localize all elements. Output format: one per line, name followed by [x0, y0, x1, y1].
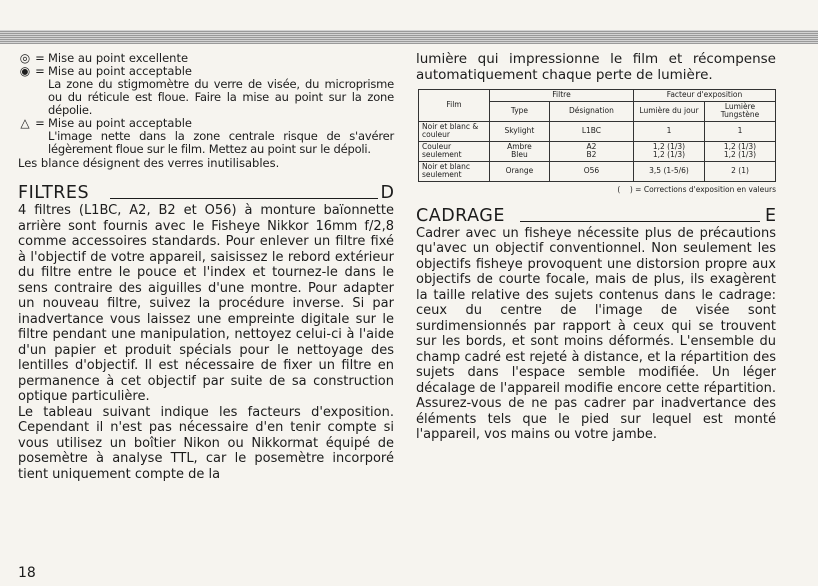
legend-acceptable-1: ◉ = Mise au point acceptable	[19, 64, 193, 78]
exposure-table	[418, 89, 776, 182]
table-note: ( ) = Corrections d'exposition en valeurs	[617, 184, 776, 194]
section-letter: E	[764, 205, 776, 226]
filtres-title: FILTRES	[18, 183, 90, 203]
header-lumiere-jour: Lumière du jour	[634, 101, 705, 121]
cadrage-body	[416, 226, 776, 443]
double-circle-icon: ◎	[19, 51, 31, 65]
header-filtre: Filtre	[490, 90, 634, 102]
legend-acceptable-2: △ = Mise au point acceptable	[18, 117, 394, 130]
filtres-paragraph-1: 4 filtres (L1BC, A2, B2 et O56) à monture baïonnette arrière sont fournis avec le Fisheye Nikkor 16mm f/2,8 comme accessoires standards. Pour enlever un filtre fixé à l'objectif de votre appareil, saisissez le rebord extérieur du filtre entre le pouce et l'index et tournez-le dans le sens contraire des aiguilles d'une montre. Pour adapter un nouveau filtre, suivez la procédure inverse. Si par inadvertance vous laissez une empreinte digitale sur le filtre pendant une manipulation, nettoyez celui-ci à l'aide d'un papier et produit spécials pour le nettoyage des lentilles d'objectif. Il est nécessaire de fixer un filtre en permanence à cet objectif par suite de sa construction optique particulière.	[18, 203, 394, 404]
header-designation: Désignation	[549, 101, 633, 121]
filtres-body	[18, 203, 394, 482]
filled-circle-icon: ◉	[19, 64, 31, 78]
top-band	[0, 30, 818, 44]
left-column	[18, 52, 394, 482]
header-film: Film	[419, 90, 490, 122]
section-letter: D	[380, 183, 394, 203]
filtres-heading	[18, 183, 394, 203]
triangle-icon: △	[20, 116, 30, 130]
header-type: Type	[490, 101, 550, 121]
cadrage-heading	[416, 206, 776, 226]
table-row: Couleur seulement Ambre Bleu A2 B2 1,2 (1/3) 1,2 (1/3) 1,2 (1/3) 1,2 (1/3)	[419, 141, 776, 161]
right-column	[416, 52, 776, 443]
heading-rule	[520, 221, 760, 222]
header-facteur: Facteur d'exposition	[634, 90, 776, 102]
legend-excellent: ◎ = Mise au point excellente	[19, 51, 189, 65]
heading-rule	[110, 198, 378, 199]
cadrage-paragraph: Cadrer avec un fisheye nécessite plus de précautions qu'avec un objectif conventionnel. Non seulement les objectifs fisheye provoquent une distorsion propre aux objectifs de courte focale, mais de plus, ils exagèrent la taille relative des sujets contenus dans le cadrage: ceux du centre de l'image de visée sont surdimensionnés par rapport à ceux qui se trouvent sur les bords, et sont moins déformés. L'ensemble du champ cadré est rejeté à distance, et la répartition des sujets dans l'espace semble modifiée. Un léger décalage de l'appareil modifie encore cette répartition. Assurez-vous de ne pas cadrer par inadvertance des éléments tels que le pied sur lequel est monté l'appareil, vos mains ou votre jambe.	[416, 225, 776, 442]
page-number: 18	[18, 565, 36, 581]
cadrage-title: CADRAGE	[416, 205, 505, 226]
table-row: Noir et blanc & couleur Skylight L1BC 1 1	[419, 121, 776, 141]
filtres-continued: lumière qui impressionne le film et récompense automatiquement chaque perte de lumière.	[416, 51, 776, 83]
filtres-paragraph-2: Le tableau suivant indique les facteurs d'exposition. Cependant il n'est pas nécessaire d'en tenir compte si vous utilisez un boîtier Nikon ou Nikkormat équipé de posemètre à analyse TTL, car le posemètre incorporé tient uniquement compte de la	[18, 404, 394, 482]
legend-acceptable-1-desc: La zone du stigmomètre du verre de visée, du microprisme ou du réticule est floue. Faire la mise au point sur la zone dépolie.	[48, 77, 394, 117]
header-lumiere-tungstene: Lumière Tungstène	[705, 101, 776, 121]
table-row: Noir et blanc seulement Orange O56 3,5 (1-5/6) 2 (1)	[419, 161, 776, 181]
legend-acceptable-2-desc: L'image nette dans la zone centrale risque de s'avérer légèrement floue sur le film. Mettez au point sur le dépoli.	[48, 129, 394, 156]
focus-legend	[18, 52, 394, 156]
blancs-note: Les blance désignent des verres inutilisables.	[18, 156, 280, 170]
